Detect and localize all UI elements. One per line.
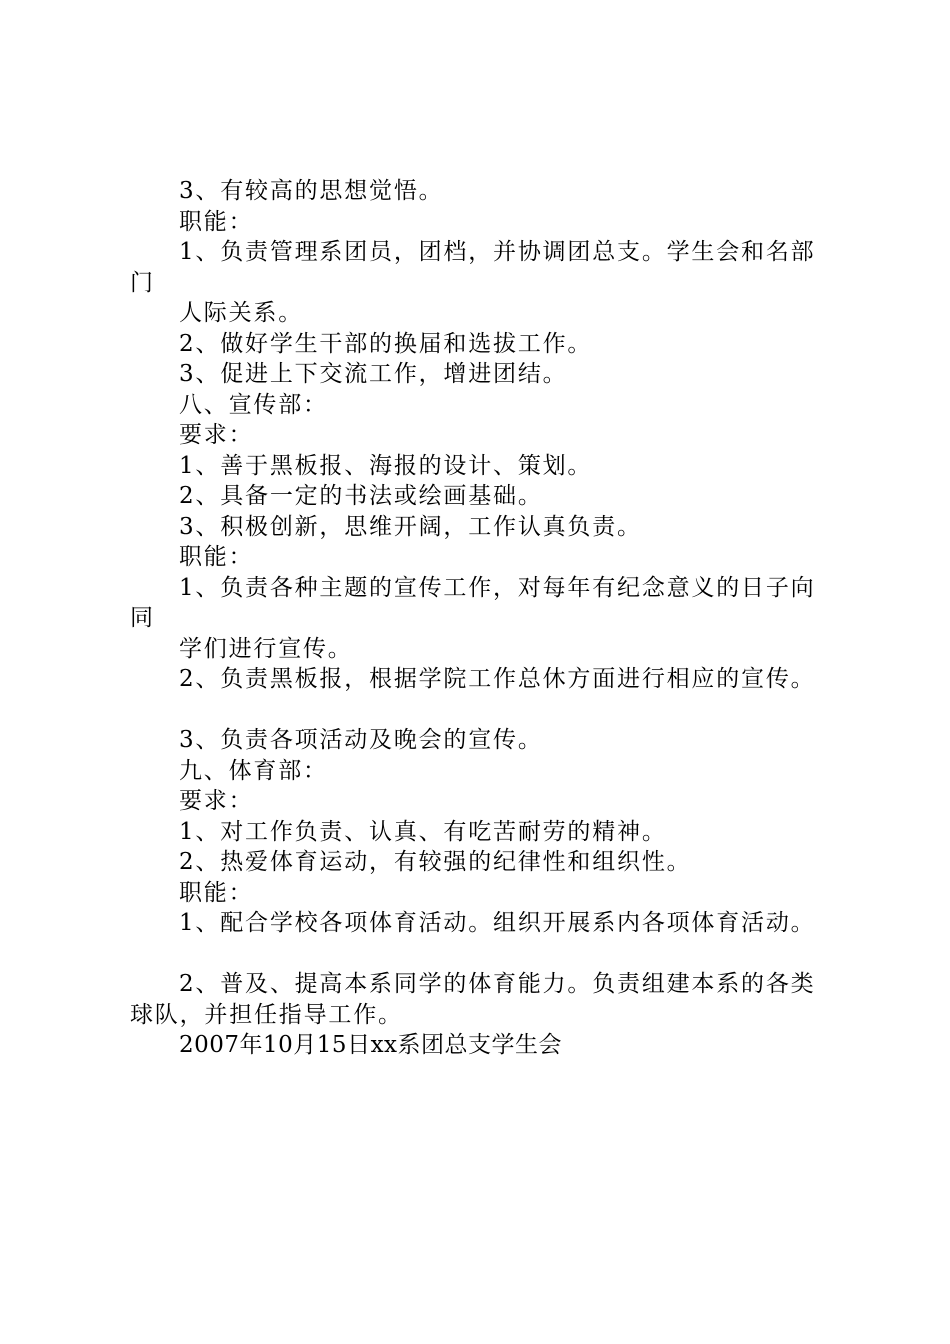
text-line-wrap: 门 [130, 269, 155, 296]
document-body [130, 176, 830, 1061]
section-label-functions: 职能： [179, 879, 254, 906]
section-heading-sports: 九、体育部： [179, 757, 328, 784]
text-line: 3、促进上下交流工作，增进团结。 [179, 361, 568, 387]
blank-line [130, 695, 830, 726]
section-label-functions: 职能： [179, 544, 254, 570]
text-line: 1、善于黑板报、海报的设计、策划。 [179, 452, 593, 479]
text-line-wrap: 同 [130, 605, 155, 631]
text-line: 2、负责黑板报，根据学院工作总休方面进行相应的宣传。 [179, 666, 816, 692]
text-line: 2、热爱体育运动，有较强的纪律性和组织性。 [179, 849, 692, 875]
text-line: 1、配合学校各项体育活动。组织开展系内各项体育活动。 [179, 910, 816, 936]
section-heading-publicity: 八、宣传部： [179, 391, 328, 418]
text-line: 3、积极创新，思维开阔，工作认真负责。 [179, 513, 642, 540]
text-line: 2、普及、提高本系同学的体育能力。负责组建本系的各类 [179, 971, 816, 997]
text-line: 学们进行宣传。 [179, 635, 353, 662]
text-line: 2、具备一定的书法或绘画基础。 [179, 483, 543, 509]
text-line-wrap: 球队，并担任指导工作。 [130, 1001, 403, 1028]
text-line: 1、对工作负责、认真、有吃苦耐劳的精神。 [179, 818, 667, 845]
section-label-functions: 职能： [179, 208, 254, 235]
signature-date-line: 2007年10月15日xx系团总支学生会 [179, 1032, 563, 1058]
section-label-requirements: 要求： [179, 788, 254, 814]
text-line: 3、负责各项活动及晚会的宣传。 [179, 727, 543, 753]
section-label-requirements: 要求： [179, 422, 254, 448]
text-line: 人际关系。 [179, 300, 303, 326]
text-line: 1、负责管理系团员，团档，并协调团总支。学生会和名部 [179, 239, 816, 265]
blank-line [130, 939, 830, 970]
text-line: 2、做好学生干部的换届和选拔工作。 [179, 330, 593, 357]
text-line: 3、有较高的思想觉悟。 [179, 178, 444, 204]
text-line: 1、负责各种主题的宣传工作，对每年有纪念意义的日子向 [179, 574, 816, 601]
